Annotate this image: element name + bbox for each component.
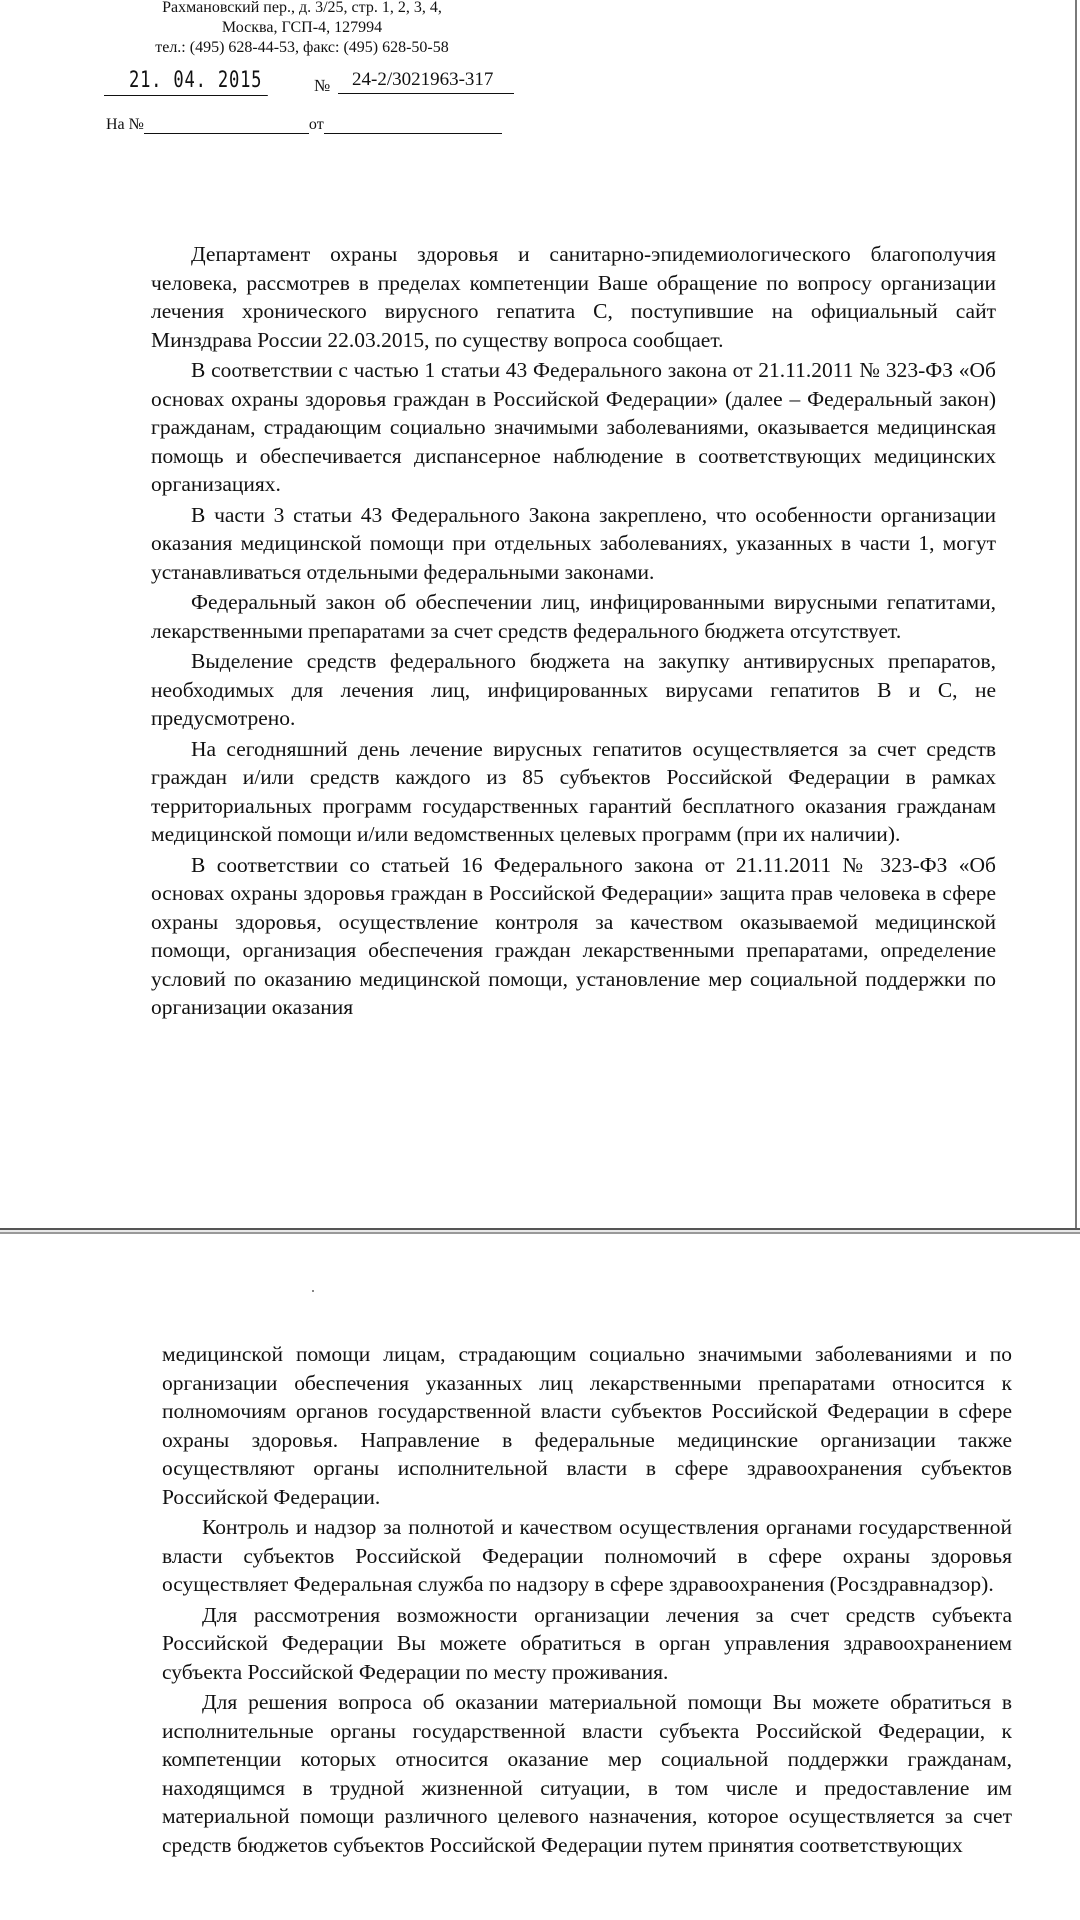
paragraph: В соответствии с частью 1 статьи 43 Федерального закона от 21.11.2011 № 323-ФЗ «Об основах охраны здоровья граждан в Российской Федерации» (далее – Федеральный закон) гражданам, страдающим социально значимыми заболеваниями, оказывается медицинская помощь и обеспечивается диспансерное наблюдение в соответствующих медицинских организациях.: [151, 358, 996, 496]
paragraph: На сегодняшний день лечение вирусных гепатитов осуществляется за счет средств граждан и/или средств каждого из 85 субъектов Российской Федерации в рамках территориальных программ государственных гарантий бесплатного оказания гражданам медицинской помощи и/или ведомственных целевых программ (при их наличии).: [151, 736, 996, 846]
reference-from-label: от: [308, 116, 324, 133]
registration-number-label: №: [314, 76, 331, 95]
paragraph: В части 3 статьи 43 Федерального Закона закреплено, что особенности организации оказания медицинской помощи при отдельных заболеваниях, указанных в части 1, могут устанавливаться отдельными федеральными законами.: [151, 502, 996, 584]
address-line-2: Москва, ГСП-4, 127994: [221, 19, 383, 36]
reference-date-blank: [324, 119, 502, 134]
reference-number-blank: [144, 119, 309, 134]
paragraph: В соответствии со статьей 16 Федерального закона от 21.11.2011 № 323-ФЗ «Об основах охраны здоровья граждан в Российской Федерации» защита прав человека в сфере охраны здоровья, осуществление контроля за качеством оказываемой медицинской помощи, организация обеспечения граждан лекарственными препаратами, определение условий по оказанию медицинской помощи, установление мер социальной поддержки по организации оказания: [151, 852, 996, 1019]
scan-speck: [312, 1290, 314, 1292]
paragraph: Для решения вопроса об оказании материальной помощи Вы можете обратиться в исполнительные органы государственной власти субъекта Российской Федерации, к компетенции которых относится оказание мер социальной поддержки гражданам, находящимся в трудной жизненной ситуации, в том числе и предоставление им материальной помощи различного целевого назначения, которое осуществляется за счет средств бюджетов субъектов Российской Федерации путем принятия соответствующих: [162, 1690, 1012, 1857]
registration-date: 21. 04. 2015: [104, 68, 268, 96]
paragraph: Федеральный закон об обеспечении лиц, инфицированными вирусными гепатитами, лекарственными препаратами за счет средств федерального бюджета отсутствует.: [151, 590, 996, 643]
registration-number: 24-2/3021963-317: [338, 68, 514, 94]
address-line-3: тел.: (495) 628-44-53, факс: (495) 628-50-58: [155, 39, 449, 56]
letter-body-page-1: [151, 240, 996, 1024]
paragraph: Департамент охраны здоровья и санитарно-эпидемиологического благополучия человека, рассмотрев в пределах компетенции Ваше обращение по вопросу организации лечения хронического вирусного гепатита С, поступившие на официальный сайт Минздрава России 22.03.2015, по существу вопроса сообщает.: [151, 242, 996, 352]
paragraph: Выделение средств федерального бюджета на закупку антивирусных препаратов, необходимых для лечения лиц, инфицированных вирусами гепатитов В и С, не предусмотрено.: [151, 649, 996, 730]
sender-address: [112, 0, 492, 58]
letter-body-page-2: [162, 1340, 1012, 1861]
reference-line: [106, 116, 502, 134]
paragraph: Для рассмотрения возможности организации лечения за счет средств субъекта Российской Федерации Вы можете обратиться в орган управления здравоохранением субъекта Российской Федерации по месту проживания.: [162, 1602, 1012, 1684]
paragraph: медицинской помощи лицам, страдающим социально значимыми заболеваниями и по организации обеспечения указанных лиц лекарственными препаратами относится к полномочиям органов государственной власти субъектов Российской Федерации в сфере охраны здоровья. Направление в федеральные медицинские организации также осуществляют органы исполнительной власти в сфере здравоохранения субъектов Российской Федерации.: [162, 1342, 1012, 1509]
paragraph: Контроль и надзор за полнотой и качеством осуществления органами государственной власти субъектов Российской Федерации полномочий в сфере охраны здоровья осуществляет Федеральная служба по надзору в сфере здравоохранения (Росздравнадзор).: [162, 1515, 1012, 1596]
reference-number-label: На №: [106, 116, 144, 133]
address-line-1: Рахмановский пер., д. 3/25, стр. 1, 2, 3, 4,: [162, 0, 442, 16]
